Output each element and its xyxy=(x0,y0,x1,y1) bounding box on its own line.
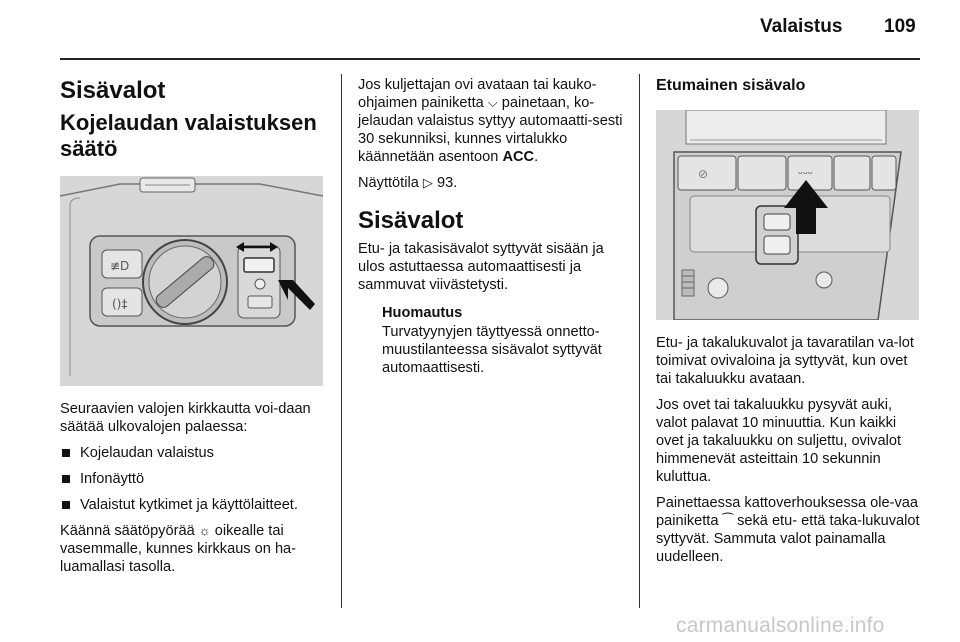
paragraph: Etu- ja takasisävalot syttyvät sisään ja ulos astuttaessa automaattisesti ja sammuvat viivästetysti. xyxy=(358,241,604,293)
column-1 xyxy=(60,76,328,584)
header-divider xyxy=(60,58,920,60)
unlock-button-icon: ⌵ xyxy=(487,95,498,110)
note-box xyxy=(358,304,624,377)
list-item xyxy=(60,496,328,514)
column-divider-2 xyxy=(639,74,640,608)
paragraph: Jos ovet tai takaluukku pysyvät auki, valot palavat 10 minuuttia. Kun kaikki ovet ja takaluukku on suljettu, ovivalot himmenevät asteittain 10 sekunnin kuluttua. xyxy=(656,397,901,485)
page-reference-icon: ▷ xyxy=(422,175,433,190)
paragraph-text: Näyttötila xyxy=(358,175,419,191)
watermark: carmanualsonline.info xyxy=(676,614,885,637)
paragraph-text: Jos kuljettajan ovi avataan tai kauko-ohjaimen painiketta xyxy=(358,77,597,111)
page-number: 109 xyxy=(884,16,916,37)
paragraph-text: painetaan, ko-jelaudan valaistus syttyy automaatti-sesti 30 sekunniksi, kunnes virtalukko käännetään asentoon xyxy=(358,95,623,165)
bullet-square-icon xyxy=(62,501,70,509)
column-divider-1 xyxy=(341,74,342,608)
column-3 xyxy=(656,76,922,574)
list-item-text: Valaistut kytkimet ja käyttölaitteet. xyxy=(80,497,298,513)
dashboard-light-switch-illustration xyxy=(60,176,323,386)
paragraph: Seuraavien valojen kirkkautta voi-daan säätää ulkovalojen palaessa: xyxy=(60,401,311,435)
list-item xyxy=(60,444,328,462)
dimmer-wheel-icon: ☼ xyxy=(198,523,211,538)
list-item xyxy=(60,470,328,488)
bullet-square-icon xyxy=(62,449,70,457)
subsection-title: Kojelaudan valaistuksen säätö xyxy=(60,110,317,161)
section-title: Sisävalot xyxy=(358,207,464,234)
reading-light-icon: ⁀ xyxy=(722,513,733,528)
svg-text:≢D: ≢D xyxy=(110,259,130,273)
paragraph xyxy=(656,494,922,566)
paragraph xyxy=(60,522,328,576)
svg-text:()‡: ()‡ xyxy=(112,297,128,311)
ignition-position-label: ACC xyxy=(502,149,535,165)
note-text: Turvatyynyjen täyttyessä onnetto-muustilanteessa sisävalot syttyvät automaattisesti. xyxy=(382,324,602,376)
paragraph: Etu- ja takalukuvalot ja tavaratilan va-lot toimivat ovivaloina ja syttyvät, kun ovet tai takaluukku avataan. xyxy=(656,335,914,387)
bullet-square-icon xyxy=(62,475,70,483)
paragraph xyxy=(358,76,624,166)
running-header-title: Valaistus xyxy=(760,16,843,37)
svg-text:⊘: ⊘ xyxy=(698,167,709,181)
section-title: Sisävalot xyxy=(60,77,166,104)
paragraph xyxy=(358,174,624,192)
page-reference: 93. xyxy=(436,175,458,191)
column-2 xyxy=(358,76,624,377)
paragraph-text: . xyxy=(534,149,539,165)
list-item-text: Kojelaudan valaistus xyxy=(80,445,214,461)
paragraph-text: oikealle tai vasemmalle, kunnes kirkkaus on ha-luamallasi tasolla. xyxy=(60,523,297,575)
list-item-text: Infonäyttö xyxy=(80,471,145,487)
paragraph-text: sekä etu- että taka-lukuvalot syttyvät. Sammuta valot painamalla uudelleen. xyxy=(656,513,920,565)
paragraph-text: Käännä säätöpyörää xyxy=(60,523,195,539)
paragraph-text: Painettaessa kattoverhouksessa ole-vaa painiketta xyxy=(656,495,919,529)
note-title: Huomautus xyxy=(382,305,463,321)
bullet-list xyxy=(60,444,328,514)
subsection-title: Etumainen sisävalo xyxy=(656,77,806,94)
svg-text:ᵕᵕᵕ: ᵕᵕᵕ xyxy=(798,167,813,181)
front-interior-light-illustration xyxy=(656,110,919,320)
